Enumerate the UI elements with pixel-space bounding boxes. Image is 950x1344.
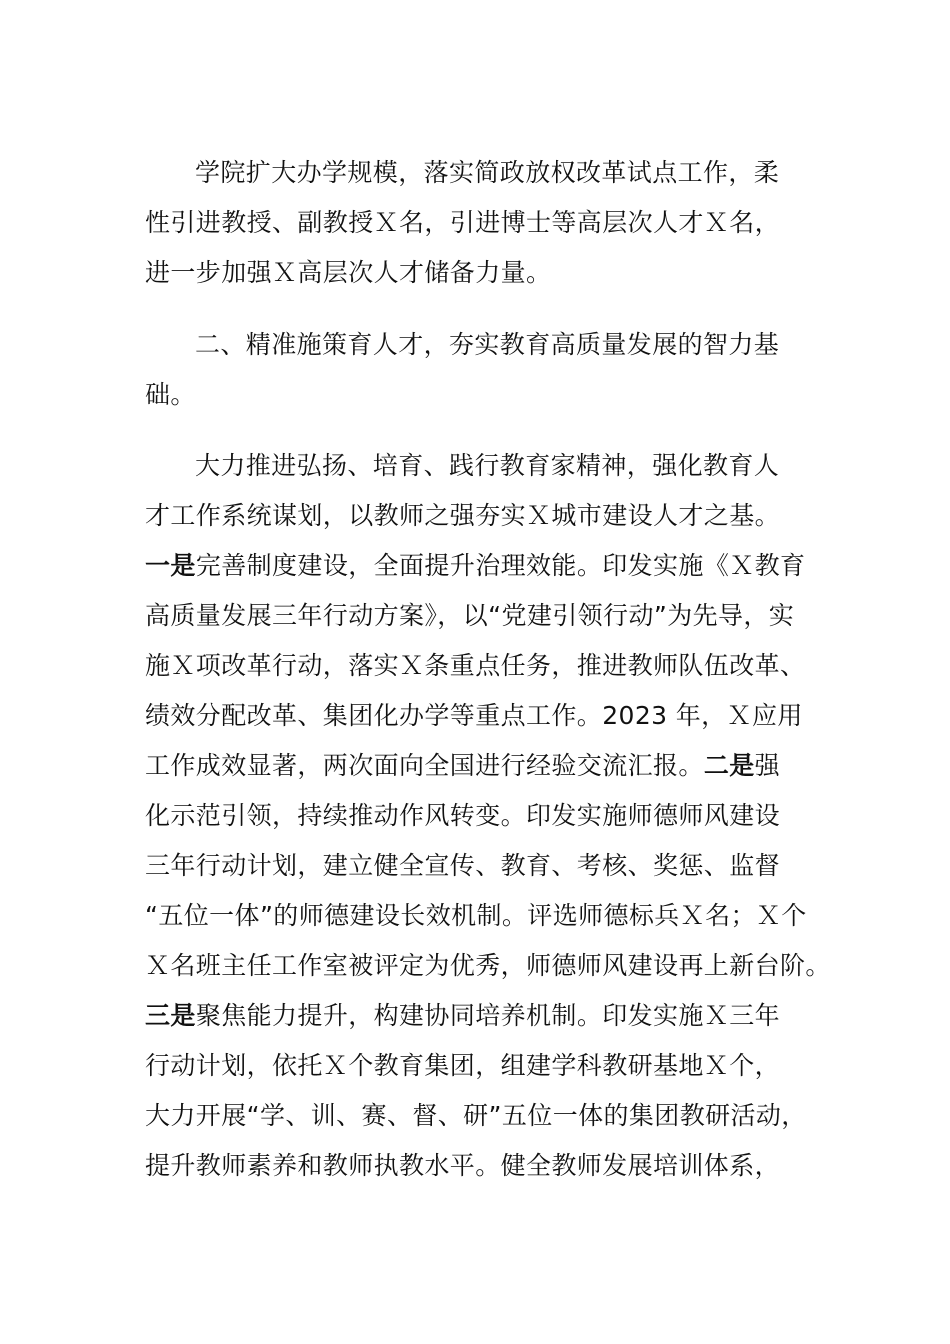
paragraph-3-line-10: “五位一体”的师德建设长效机制。评选师德标兵Ｘ名；Ｘ个 bbox=[145, 901, 807, 930]
paragraph-3-line-13: 行动计划，依托Ｘ个教育集团，组建学科教研基地Ｘ个， bbox=[145, 1051, 781, 1080]
paragraph-3-line-14: 大力开展“学、训、赛、督、研”五位一体的集团教研活动， bbox=[145, 1101, 807, 1130]
paragraph-3-line-12 bbox=[145, 1001, 780, 1031]
paragraph-3-line-1: 大力推进弘扬、培育、践行教育家精神，强化教育人 bbox=[195, 451, 780, 480]
point-one-label: 一是 bbox=[145, 551, 196, 580]
point-two-label: 二是 bbox=[703, 751, 755, 780]
paragraph-3-line-11: Ｘ名班主任工作室被评定为优秀，师德师风建设再上新台阶。 bbox=[145, 951, 831, 980]
point-one-text: 完善制度建设，全面提升治理效能。印发实施《Ｘ教育 bbox=[195, 551, 806, 580]
paragraph-3-line-8: 化示范引领，持续推动作风转变。印发实施师德师风建设 bbox=[145, 801, 781, 830]
paragraph-3-line-7 bbox=[145, 751, 780, 781]
section-heading-line-2: 础。 bbox=[145, 380, 196, 409]
paragraph-3-line-3 bbox=[145, 551, 805, 581]
paragraph-3-line-15: 提升教师素养和教师执教水平。健全教师发展培训体系， bbox=[145, 1151, 781, 1180]
paragraph-3-line-4: 高质量发展三年行动方案》，以“党建引领行动”为先导，实 bbox=[145, 601, 795, 630]
paragraph-3-line-2: 才工作系统谋划，以教师之强夯实Ｘ城市建设人才之基。 bbox=[145, 501, 781, 530]
paragraph-3-line-9: 三年行动计划，建立健全宣传、教育、考核、奖惩、监督 bbox=[145, 851, 781, 880]
paragraph-3-line-6: 绩效分配改革、集团化办学等重点工作。2023 年，Ｘ应用 bbox=[145, 701, 803, 730]
point-three-text: 聚焦能力提升，构建协同培养机制。印发实施Ｘ三年 bbox=[195, 1001, 781, 1030]
section-heading-line-1: 二、精准施策育人才，夯实教育高质量发展的智力基 bbox=[195, 330, 780, 359]
point-three-label: 三是 bbox=[145, 1001, 196, 1030]
paragraph-1-line-2: 性引进教授、副教授Ｘ名，引进博士等高层次人才Ｘ名， bbox=[145, 208, 781, 237]
paragraph-1-line-1: 学院扩大办学规模，落实简政放权改革试点工作，柔 bbox=[195, 158, 780, 187]
paragraph-3-line-5: 施Ｘ项改革行动，落实Ｘ条重点任务，推进教师队伍改革、 bbox=[145, 651, 806, 680]
paragraph-1-line-3: 进一步加强Ｘ高层次人才储备力量。 bbox=[145, 258, 552, 287]
point-two-text-start: 强 bbox=[754, 751, 781, 780]
point-one-result-text: 工作成效显著，两次面向全国进行经验交流汇报。 bbox=[145, 751, 704, 780]
